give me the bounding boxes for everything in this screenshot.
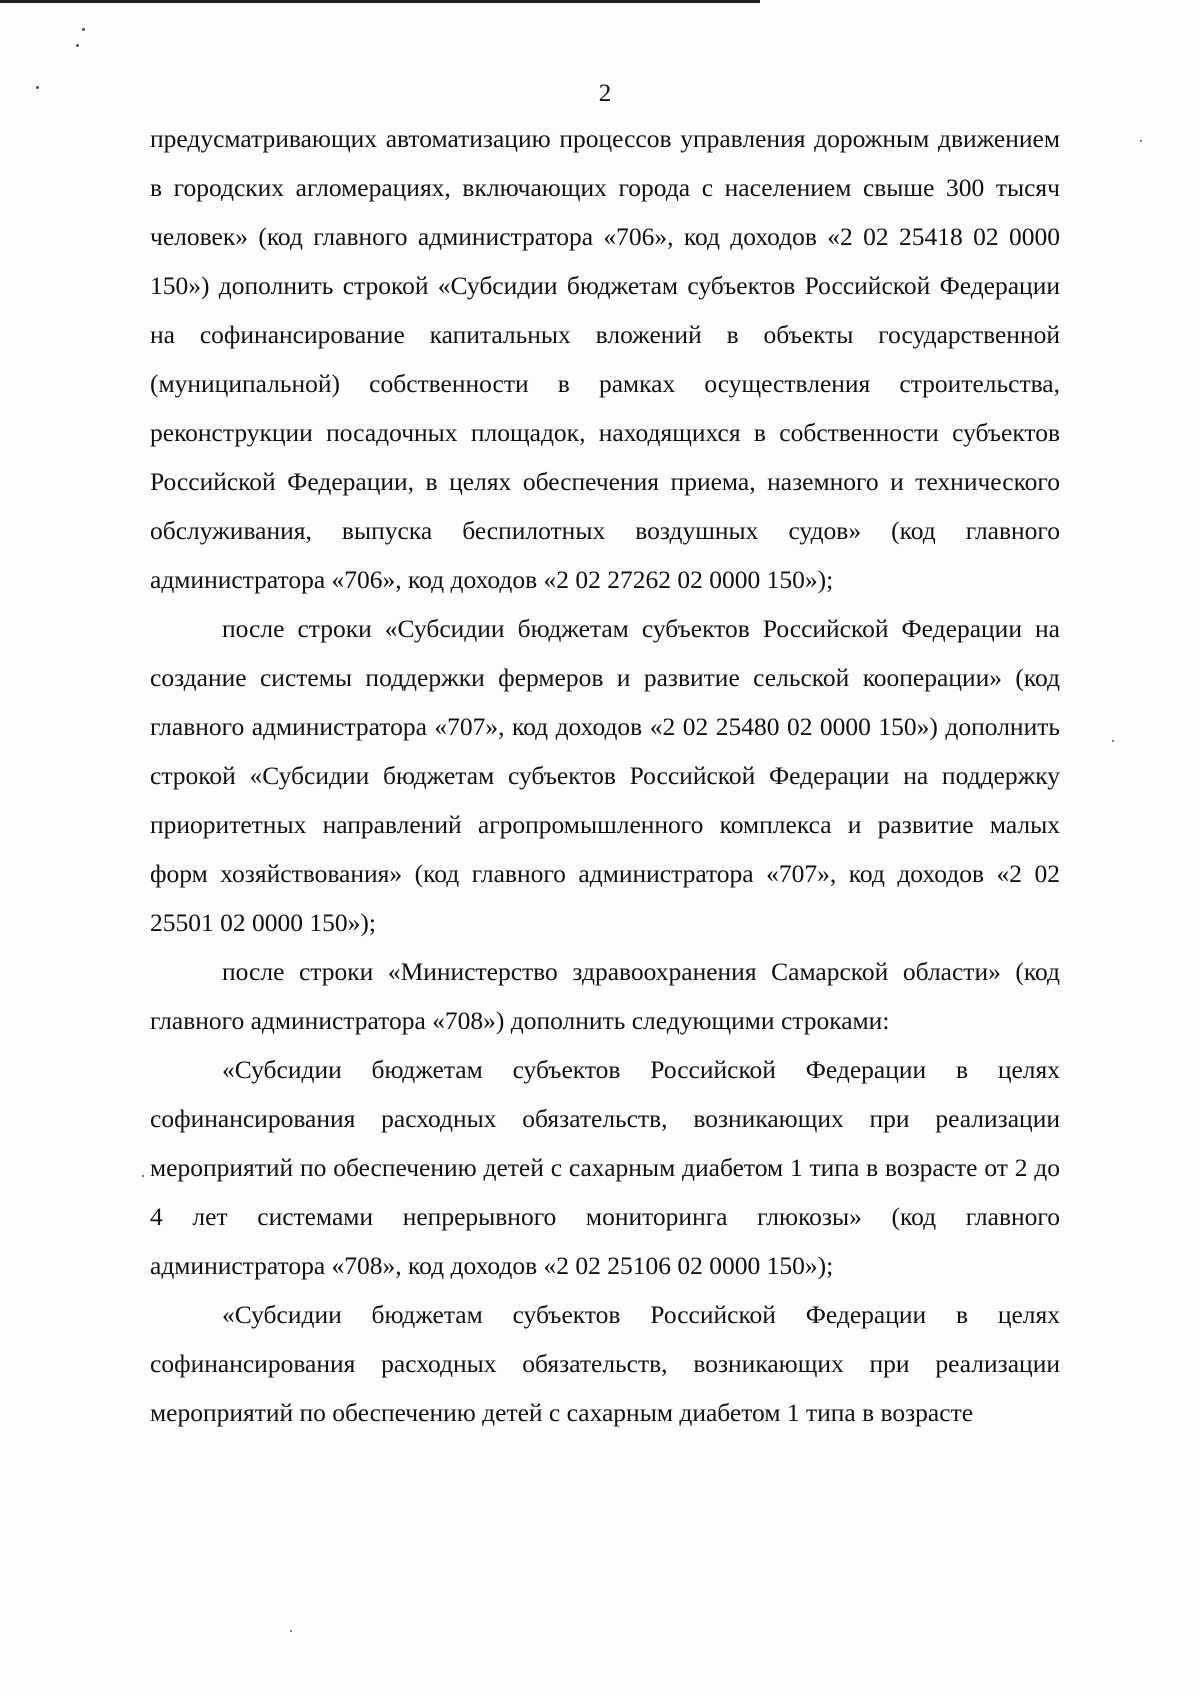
paragraph-health-ministry: после строки «Министерство здравоохранения Самарской области» (код главного администратора «708») дополнить следующими строками: — [150, 957, 1060, 1035]
paragraph-agro-subsidy: после строки «Субсидии бюджетам субъектов Российской Федерации на создание системы поддержки фермеров и развитие сельской кооперации» (код главного администратора «707», код доходов «2 02 25480 02 0000 150») дополнить строкой «Субсидии бюджетам субъектов Российской Федерации на поддержку приоритетных направлений агропромышленного комплекса и развитие малых форм хозяйствования» (код главного администратора «707», код доходов «2 02 25501 02 0000 150»); — [150, 614, 1060, 937]
paragraph-diabetes-subsidy: «Субсидии бюджетам субъектов Российской Федерации в целях софинансирования расходных обязательств, возникающих при реализации мероприятий по обеспечению детей с сахарным диабетом 1 типа в возрасте — [150, 1300, 1060, 1427]
scan-speck — [82, 28, 85, 31]
page-number: 2 — [598, 80, 612, 107]
scan-speck — [76, 44, 79, 47]
scan-speck — [1112, 740, 1114, 742]
paragraph-glucose-monitoring-subsidy: «Субсидии бюджетам субъектов Российской Федерации в целях софинансирования расходных обязательств, возникающих при реализации мероприятий по обеспечению детей с сахарным диабетом 1 типа в возрасте от 2 до 4 лет системами непрерывного мониторинга глюкозы» (код главного администратора «708», код доходов «2 02 25106 02 0000 150»); — [150, 1055, 1060, 1280]
scan-top-edge-rule — [0, 0, 760, 3]
document-body — [150, 114, 1060, 1437]
scan-speck — [290, 1630, 292, 1632]
paragraph-continuation: предусматривающих автоматизацию процессов управления дорожным движением в городских агломерациях, включающих города с населением свыше 300 тысяч человек» (код главного администратора «706», код доходов «2 02 25418 02 0000 150») дополнить строкой «Субсидии бюджетам субъектов Российской Федерации на софинансирование капитальных вложений в объекты государственной (муниципальной) собственности в рамках осуществления строительства, реконструкции посадочных площадок, находящихся в собственности субъектов Российской Федерации, в целях обеспечения приема, наземного и технического обслуживания, выпуска беспилотных воздушных судов» (код главного администратора «706», код доходов «2 02 27262 02 0000 150»); — [150, 124, 1060, 594]
scan-speck — [142, 1175, 144, 1177]
scan-speck — [1140, 140, 1142, 142]
